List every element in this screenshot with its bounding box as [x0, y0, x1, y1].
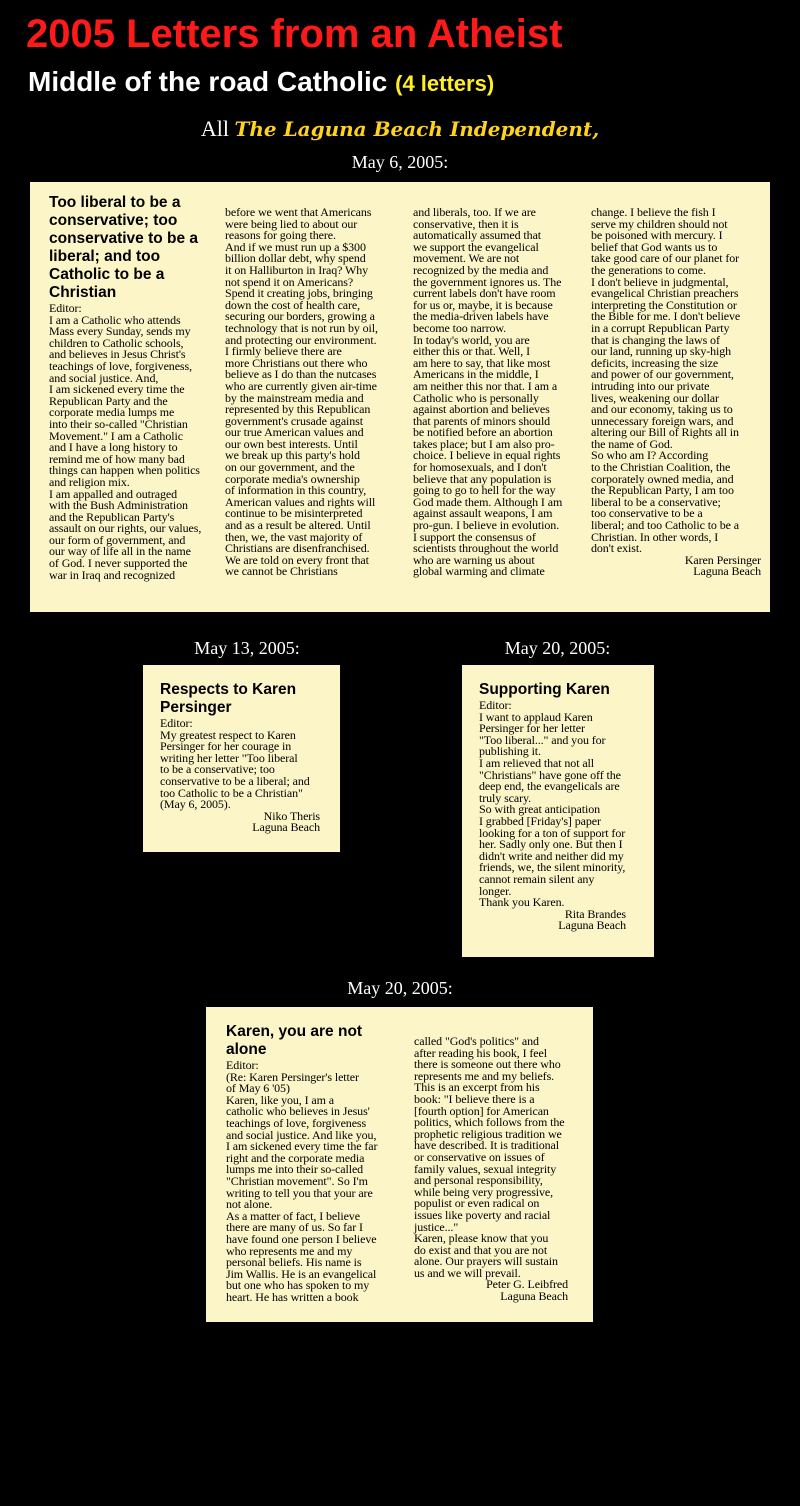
letter1-signature: Karen Persinger Laguna Beach — [684, 552, 761, 579]
letter1-date: May 6, 2005: — [351, 152, 449, 172]
letter2-clipping — [143, 665, 340, 852]
subtitle-text: Middle of the road Catholic — [28, 66, 388, 97]
letter1-headline: Too liberal to be a conservative; too conservative to be a liberal; and too Catholic to be a Christian — [49, 194, 199, 301]
letter1-column-1 — [49, 194, 221, 581]
letter2-column — [160, 681, 332, 834]
letter2-body: Editor: My greatest respect to Karen Persinger for her courage in writing her letter "Too liberal to be a conservative; too conservative to be a liberal; and too Catholic to be a Christian" (May 6, 2005). — [160, 716, 310, 812]
letter-count: (4 letters) — [395, 71, 495, 96]
letter4-date: May 20, 2005: — [347, 978, 453, 998]
page-subtitle — [28, 64, 494, 102]
letter4-headline: Karen, you are not alone — [226, 1023, 363, 1058]
source-prefix: All — [200, 116, 229, 141]
letter3-signature: Rita Brandes Laguna Beach — [558, 906, 626, 933]
letter1-column-2: before we went that Americans were being lied to about our reasons for going there. And if we must run up a $300 billion dollar debt, why spend it on Halliburton in Iraq? Why not spend it on Americans? Spend it creating jobs, bringing down the cost of health care, securing our borders, growing a technology that is not run by oil, and protecting our environment. I firmly believe there are more Christians out there who believe as I do than the nutcases who are currently given air-time by the mainstream media and represented by this Republican government's crusade against our true American values and our own best interests. Until we break up this party's hold on our government, and the corporate media's ownership of information in this country, American values and rights will continue to be misinterpreted and as a result be altered. Until then, we, the vast majority of Christians are disenfranchised. We are told on every front that we cannot be Christians — [225, 205, 378, 579]
letter1-col4-text: change. I believe the fish I serve my children should not be poisoned with mercury. I belief that God wants us to take good care of our planet for the generations to come. I don't believe in judgmental, evangelical Christian preachers interpreting the Constitution or the Bible for me. I don't believe in a corrupt Republican Party that is changing the laws of our land, running up sky-high deficits, increasing the size and power of our government, intruding into our private lives, weakening our dollar and our economy, taking us to unnecessary foreign wars, and altering our Bill of Rights all in the name of God. So who am I? According to the Christian Coalition, the corporately owned media, and the Republican Party, I am too liberal to be a conservative; too conservative to be a liberal; and too Catholic to be a Christian. In other words, I don't exist. — [591, 205, 741, 556]
letter3-headline: Supporting Karen — [479, 681, 610, 698]
letter1-column-3: and liberals, too. If we are conservative, then it is automatically assumed that we support the evangelical movement. We are not recognized by the media and the government ignores us. The current labels don't have room for us or, maybe, it is because the media-driven labels have become too narrow. In today's world, you are either this or that. Well, I am here to say, that like most Americans in the middle, I am neither this nor that. I am a Catholic who is personally against abortion and believes that parents of minors should be notified before an abortion takes place; but I am also pro- choice. I believe in equal rights for homosexuals, and I don't believe that any population is going to go to hell for the way God made them. Although I am against assault weapons, I am pro-gun. I believe in evolution. I support the consensus of scientists throughout the world who are warning us about global warming and climate — [413, 205, 563, 579]
letter4-column-1 — [226, 1023, 398, 1303]
source-line — [0, 114, 800, 144]
letter2-signature: Niko Theris Laguna Beach — [252, 808, 320, 835]
letter1-clipping — [30, 182, 770, 612]
letter4-col2-text: called "God's politics" and after reading his book, I feel there is someone out there who represents me and my beliefs. This is an excerpt from his book: "I believe there is a [fourth option] for American politics, which follows from the prophetic religious tradition we have described. It is traditional or conservative on issues of family values, sexual integrity and personal responsibility, while being very progressive, populist or even radical on issues like poverty and racial justice..." Karen, please know that you do exist and that you are not alone. Our prayers will sustain us and we will prevail. — [414, 1034, 565, 1280]
letter3-body: Editor: I want to applaud Karen Persinger for her letter "Too liberal..." and you for publishing it. I am relieved that not all "Christians" have gone off the deep end, the evangelicals are truly scary. So with great anticipation I grabbed [Friday's] paper looking for a ton of support for her. Sadly only one. But then I didn't write and neither did my friends, we, the silent minority, cannot remain silent any longer. Thank you Karen. — [479, 698, 626, 910]
newspaper-name: The Laguna Beach Independent, — [234, 117, 600, 141]
letter3-column — [479, 681, 651, 932]
letter4-column-2 — [414, 1036, 586, 1303]
letter4-signature: Peter G. Leibfred Laguna Beach — [486, 1277, 568, 1304]
letter4-clipping — [206, 1007, 593, 1322]
letter1-col1-text: Editor: I am a Catholic who attends Mass every Sunday, sends my children to Catholic schools, and believes in Jesus Christ's teachings of love, forgiveness, and social justice. And, I am sickened every time the Republican Party and the corporate media lumps me into their so-called "Christian Movement." I am a Catholic and I have a long history to remind me of how many bad things can happen when politics and religion mix. I am appalled and outraged with the Bush Administration and the Republican Party's assault on our rights, our values, our form of government, and our way of life all in the name of God. I never supported the war in Iraq and recognized — [49, 301, 202, 582]
letter3-date: May 20, 2005: — [504, 638, 611, 658]
letter4-col1-text: Editor: (Re: Karen Persinger's letter of May 6 '05) Karen, like you, I am a catholic who believes in Jesus' teachings of love, forgiveness and social justice. And like you, I am sickened every time the far right and the corporate media lumps me into their so-called "Christian movement". So I'm writing to tell you that your are not alone. As a matter of fact, I believe there are many of us. So far I have found one person I believe who represents me and my personal beliefs. His name is Jim Wallis. He is an evangelical but one who has spoken to my heart. He has written a book — [226, 1058, 378, 1304]
letter3-clipping — [462, 665, 654, 957]
letter2-headline: Respects to Karen Persinger — [160, 681, 297, 716]
letter2-date: May 13, 2005: — [194, 638, 300, 658]
page-title: 2005 Letters from an Atheist — [26, 12, 563, 56]
letter1-column-4 — [591, 207, 761, 578]
